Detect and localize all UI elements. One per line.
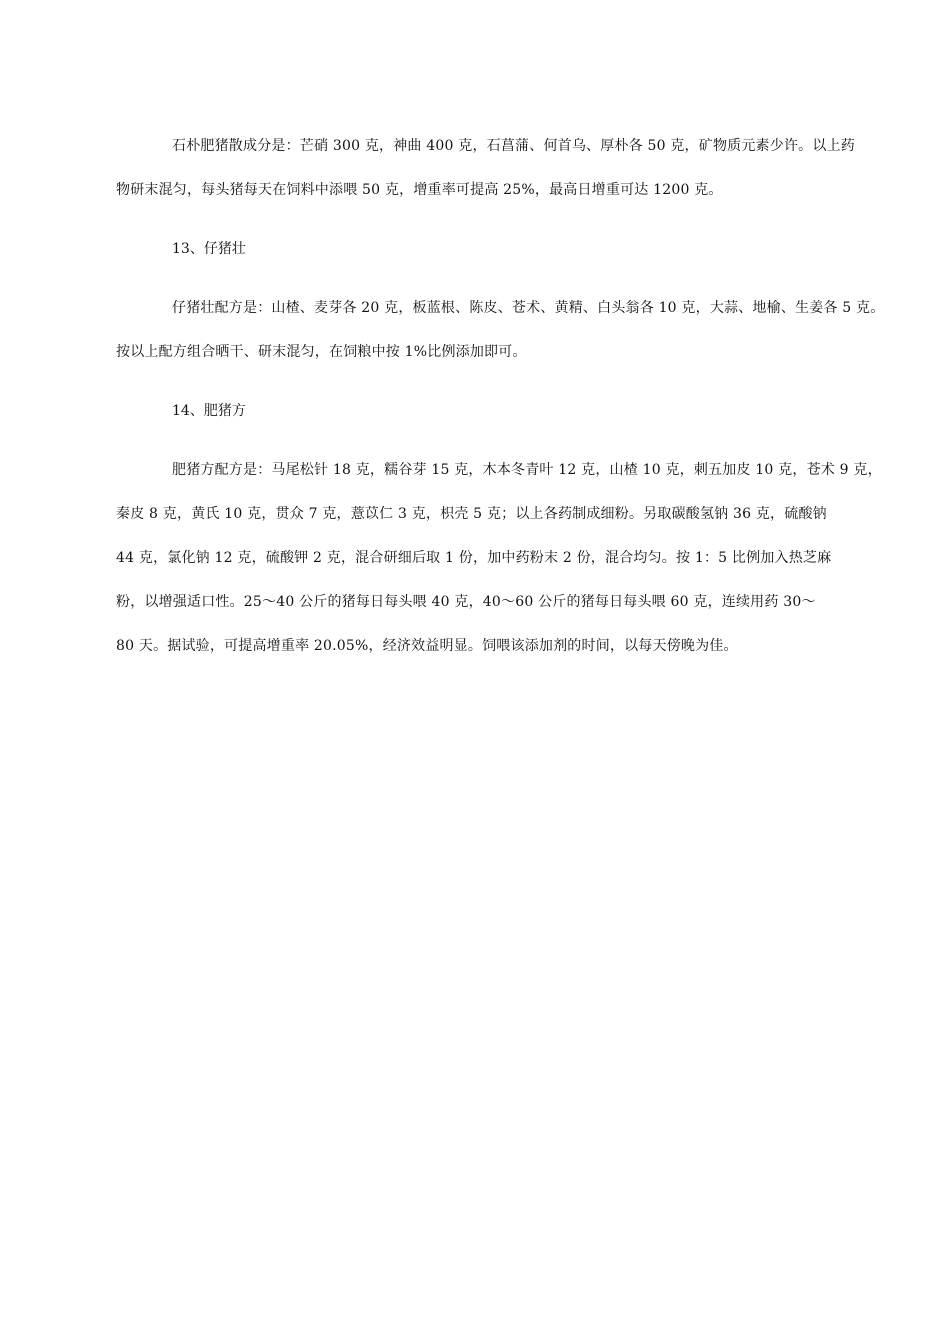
paragraph-line: 粉，以增强适口性。25～40 公斤的猪每日每头喂 40 克，40～60 公斤的猪每日每头喂 60 克，连续用药 30～ [116,594,816,610]
paragraph-line: 物研末混匀，每头猪每天在饲料中添喂 50 克，增重率可提高 25%，最高日增重可达 1200 克。 [116,182,723,198]
paragraph-line: 按以上配方组合晒干、研末混匀，在饲粮中按 1%比例添加即可。 [116,344,527,360]
section-heading-13: 13、仔猪壮 [172,241,246,257]
paragraph-line: 秦皮 8 克，黄氏 10 克，贯众 7 克，薏苡仁 3 克，枳壳 5 克；以上各药制成细粉。另取碳酸氢钠 36 克，硫酸钠 [116,506,827,522]
paragraph-shipu-feizhu-san [116,124,855,212]
paragraph-feizhu-fang [116,448,882,668]
paragraph-line: 44 克，氯化钠 12 克，硫酸钾 2 克，混合研细后取 1 份，加中药粉末 2 份，混合均匀。按 1：5 比例加入热芝麻 [116,550,832,566]
paragraph-line: 80 天。据试验，可提高增重率 20.05%，经济效益明显。饲喂该添加剂的时间，以每天傍晚为佳。 [116,638,738,654]
section-heading-14: 14、肥猪方 [172,403,246,419]
document-body [116,124,885,683]
paragraph-line: 肥猪方配方是：马尾松针 18 克，糯谷芽 15 克，木本冬青叶 12 克，山楂 10 克，刺五加皮 10 克，苍术 9 克， [172,462,882,478]
paragraph-line: 仔猪壮配方是：山楂、麦芽各 20 克，板蓝根、陈皮、苍术、黄精、白头翁各 10 克，大蒜、地榆、生姜各 5 克。 [172,300,885,316]
paragraph-line: 石朴肥猪散成分是：芒硝 300 克，神曲 400 克，石菖蒲、何首乌、厚朴各 50 克，矿物质元素少许。以上药 [172,138,855,154]
paragraph-zizhu-zhuang [116,286,885,374]
